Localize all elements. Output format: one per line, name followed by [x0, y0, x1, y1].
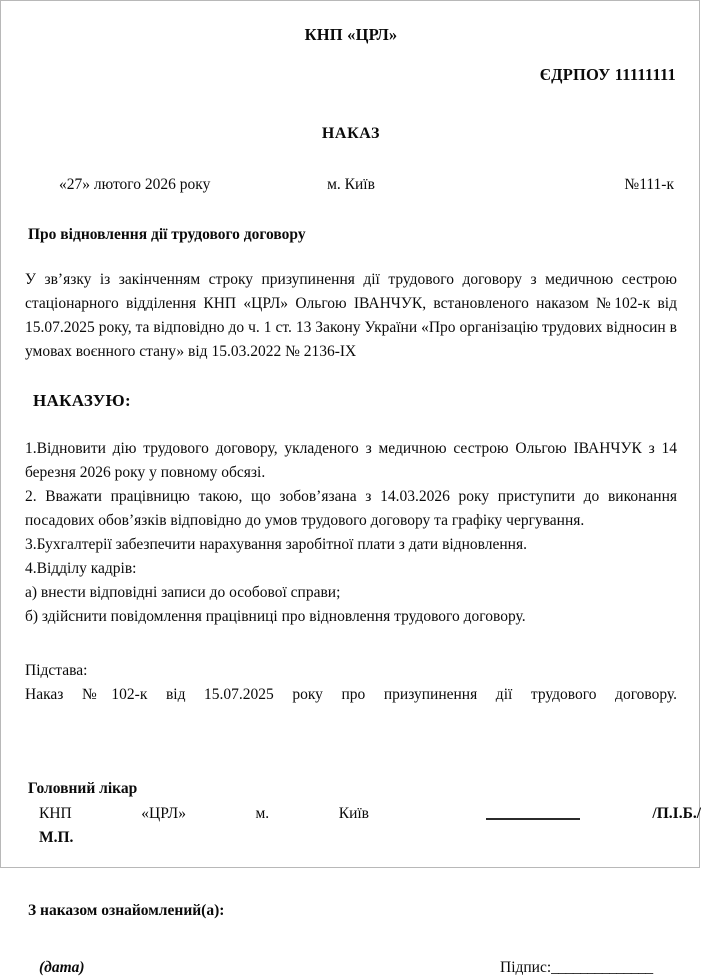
document-body [25, 1, 701, 980]
document-date: «27» лютого 2026 року [59, 175, 211, 193]
clause-item: а) внести відповідні записи до особової справи; [25, 583, 341, 601]
signatory-title: Головний лікар [28, 779, 138, 797]
document-kind-heading: НАКАЗ [321, 124, 381, 142]
basis-text: Наказ №102-к від 15.07.2025 року про призупинення дії трудового договору. [25, 685, 677, 703]
clause-item: 2. Вважати працівницю такою, що зобов’язана з 14.03.2026 року приступити до виконання посадових обов’язків відповідно до умов трудового договору та графіку чергування. [25, 487, 677, 529]
clause-item: 1.Відновити дію трудового договору, укладеного з медичною сестрою Ольгою ІВАНЧУК з 14 березня 2026 року у повному обсязі. [25, 439, 677, 481]
signature-block [25, 777, 701, 850]
signature-line [486, 818, 580, 820]
signature-row [25, 801, 701, 826]
signatory-organization: КНП «ЦРЛ» м. Київ [39, 804, 369, 822]
acknowledgement-signature-label: Підпис: [500, 958, 552, 976]
edrpou-code: ЄДРПОУ 11111111 [539, 64, 676, 84]
document-subject: Про відновлення дії трудового договору [28, 225, 306, 243]
acknowledgement-title: З наказом ознайомлений(а): [28, 901, 225, 919]
clause-item: 3.Бухгалтерії забезпечити нарахування заробітної плати з дати відновлення. [25, 535, 527, 553]
signatory-name-placeholder: /П.І.Б./ [652, 804, 701, 822]
document-city: м. Київ [327, 175, 375, 193]
stamp-placeholder: М.П. [39, 828, 74, 846]
document-meta-row [25, 176, 677, 198]
acknowledgement-signature [500, 956, 653, 980]
basis-block [25, 659, 677, 731]
basis-label: Підстава: [25, 661, 88, 679]
acknowledgement-signature-blank: ______________ [551, 958, 653, 976]
document-number: №111-к [624, 175, 674, 193]
clause-item: б) здійснити повідомлення працівниці про відновлення трудового договору. [25, 607, 526, 625]
organization-name: КНП «ЦРЛ» [304, 25, 398, 44]
clause-item: 4.Відділу кадрів: [25, 559, 137, 577]
clauses-list [25, 437, 677, 629]
preamble-paragraph: У зв’язку із закінченням строку призупинення дії трудового договору з медичною сестрою стаціонарного відділення КНП «ЦРЛ» Ольгою ІВАНЧУК, встановленого наказом №102-к від 15.07.2025 року, та відповідно до ч. 1 ст. 13 Закону України «Про організацію трудових відносин в умовах воєнного стану» від 15.03.2022 № 2136-IX [25, 270, 677, 360]
acknowledgement-row [25, 956, 677, 980]
order-directive-heading: НАКАЗУЮ: [33, 390, 131, 410]
acknowledgement-block [25, 902, 677, 980]
acknowledgement-date-label: (дата) [39, 958, 85, 976]
